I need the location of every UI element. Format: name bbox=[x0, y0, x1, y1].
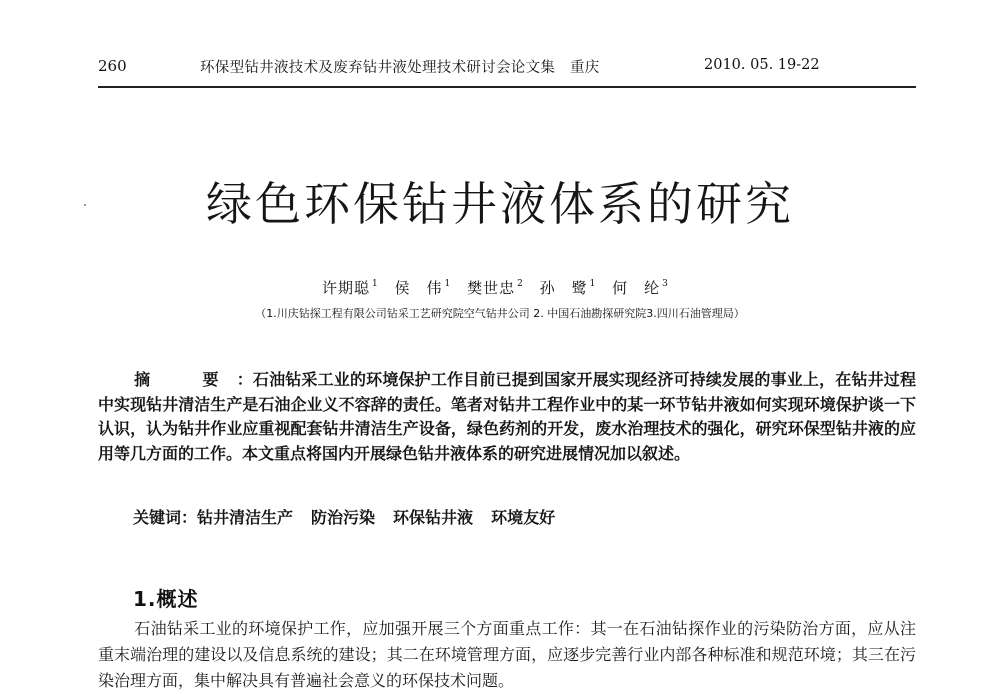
section-heading: 1.概述 bbox=[133, 587, 199, 611]
author-affiliation-mark: 1 bbox=[372, 279, 379, 289]
author-name: 孙 鹭 bbox=[539, 279, 588, 297]
page-number: 260 bbox=[98, 57, 127, 75]
abstract-text: ：石油钻采工业的环境保护工作目前已提到国家开展实现经济可持续发展的事业上，在钻井过程中实现钻井清洁生产是石油企业义不容辞的责任。笔者对钻井工程作业中的某一环节钻井液如何实现环境保护谈一下认识，认为钻井作业应重视配套钻井清洁生产设备，绿色药剂的开发，废水治理技术的强化，研究环保型钻井液的应用等几方面的工作。本文重点将国内开展绿色钻井液体系的研究进展情况加以叙述。 bbox=[98, 370, 916, 463]
keyword: 环境友好 bbox=[491, 508, 556, 527]
collection-title: 环保型钻井液技术及废弃钻井液处理技术研讨会论文集 重庆 bbox=[200, 60, 600, 76]
conference-date: 2010. 05. 19-22 bbox=[704, 57, 820, 73]
author-list bbox=[322, 277, 679, 298]
abstract-label: 摘 要 bbox=[134, 370, 237, 389]
keywords-label: 关键词： bbox=[133, 508, 198, 527]
author-affiliation-mark: 3 bbox=[662, 279, 669, 289]
paragraph-text: 石油钻采工业的环境保护工作，应加强开展三个方面重点工作：其一在石油钻探作业的污染防治方面，应从注重末端治理的建设以及信息系统的建设；其二在环境管理方面，应逐步完善行业内部各种标准和规范环境；其三在污染治理方面，集中解决具有普遍社会意义的环保技术问题。 bbox=[98, 619, 916, 690]
keyword: 防治污染 bbox=[311, 508, 376, 527]
author-name: 许期聪 bbox=[322, 279, 371, 297]
keyword: 环保钻井液 bbox=[393, 508, 474, 527]
author-affiliation-mark: 1 bbox=[589, 279, 597, 289]
keywords bbox=[133, 505, 573, 528]
author-name: 何 纶 bbox=[612, 279, 661, 297]
author-affiliation-mark: 1 bbox=[444, 279, 452, 289]
running-header bbox=[98, 52, 916, 86]
affiliation-line: （1.川庆钻探工程有限公司钻采工艺研究院空气钻井公司 2. 中国石油勘探研究院3.四川石油管理局） bbox=[255, 307, 745, 320]
author-name: 樊世忠 bbox=[467, 279, 516, 297]
paper-title: 绿色环保钻井液体系的研究 bbox=[206, 177, 794, 231]
author-affiliation-mark: 2 bbox=[517, 279, 524, 289]
header-rule bbox=[98, 86, 916, 88]
section-paragraph bbox=[98, 616, 916, 694]
keyword: 钻井清洁生产 bbox=[197, 508, 294, 527]
author-name: 侯 伟 bbox=[394, 279, 443, 297]
abstract bbox=[98, 368, 916, 466]
